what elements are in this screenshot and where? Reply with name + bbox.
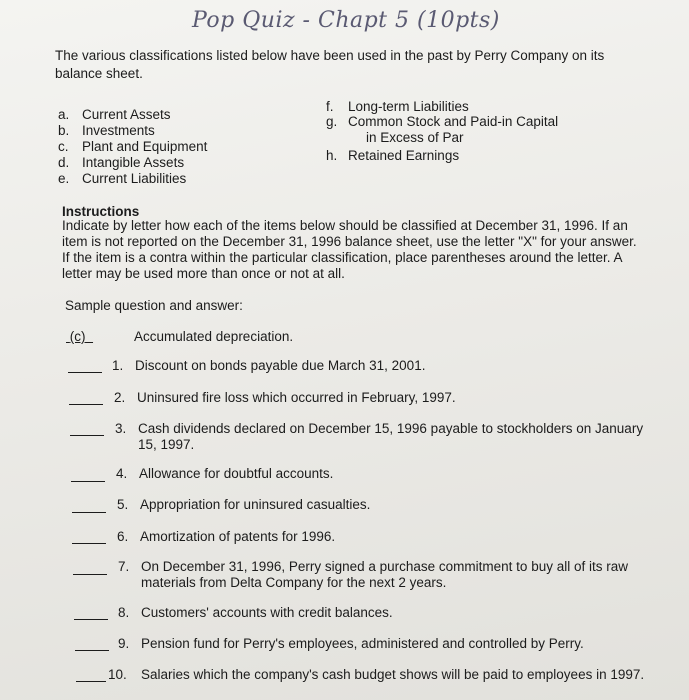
class-label-e: Current Liabilities <box>82 171 187 186</box>
class-letter-e: e. <box>58 171 70 186</box>
answer-blank-8[interactable] <box>74 619 108 620</box>
class-label-d: Intangible Assets <box>82 155 185 170</box>
instructions-line-2: item is not reported on the December 31, 1996 balance sheet, use the letter "X" for your answer. <box>62 234 637 249</box>
question-number-2: 2. <box>114 390 126 405</box>
class-label-c: Plant and Equipment <box>82 139 208 154</box>
class-letter-d: d. <box>58 155 70 170</box>
question-number-5: 5. <box>117 497 129 512</box>
intro-line-2: balance sheet. <box>55 66 143 81</box>
handwritten-title: Pop Quiz - Chapt 5 (10pts) <box>192 8 500 33</box>
class-label-b: Investments <box>82 123 155 138</box>
question-text-7: On December 31, 1996, Perry signed a purchase commitment to buy all of its raw <box>141 559 628 574</box>
question-text-3-cont: 15, 1997. <box>138 437 195 452</box>
sample-text: Accumulated depreciation. <box>134 329 294 344</box>
class-letter-h: h. <box>326 148 338 163</box>
answer-blank-3[interactable] <box>70 435 104 436</box>
class-letter-c: c. <box>58 139 69 154</box>
question-number-3: 3. <box>115 421 127 436</box>
question-text-4: Allowance for doubtful accounts. <box>139 466 334 481</box>
intro-line-1: The various classifications listed below have been used in the past by Perry Company on its <box>55 48 605 63</box>
question-text-8: Customers' accounts with credit balances. <box>141 605 393 620</box>
answer-blank-4[interactable] <box>71 481 105 482</box>
class-label-h: Retained Earnings <box>348 148 460 163</box>
question-number-8: 8. <box>118 605 130 620</box>
question-text-5: Appropriation for uninsured casualties. <box>140 497 371 512</box>
question-number-4: 4. <box>116 466 128 481</box>
answer-blank-1[interactable] <box>68 372 102 373</box>
class-letter-f: f. <box>326 99 334 114</box>
question-text-6: Amortization of patents for 1996. <box>140 529 336 544</box>
answer-blank-6[interactable] <box>72 543 106 544</box>
class-label-f: Long-term Liabilities <box>348 99 469 114</box>
question-text-10: Salaries which the company's cash budget shows will be paid to employees in 1997. <box>141 667 645 682</box>
question-number-9: 9. <box>118 636 130 651</box>
class-label-g: Common Stock and Paid-in Capital <box>348 114 559 129</box>
instructions-line-3: If the item is a contra within the particular classification, place parentheses around the letter. A <box>62 250 623 265</box>
instructions-line-1: Indicate by letter how each of the items below should be classified at December 31, 1996. If an <box>62 218 628 233</box>
class-label-a: Current Assets <box>82 107 171 122</box>
class-label-g-cont: in Excess of Par <box>366 130 464 145</box>
class-letter-a: a. <box>58 107 70 122</box>
class-letter-g: g. <box>326 114 338 129</box>
question-text-7-cont: materials from Delta Company for the next 2 years. <box>141 575 447 590</box>
question-number-6: 6. <box>117 529 129 544</box>
question-number-10: 10. <box>108 667 127 682</box>
answer-blank-9[interactable] <box>75 650 109 651</box>
question-text-2: Uninsured fire loss which occurred in February, 1997. <box>137 390 456 405</box>
instructions-heading: Instructions <box>62 204 140 219</box>
question-text-1: Discount on bonds payable due March 31, 2001. <box>135 358 426 373</box>
answer-blank-10[interactable] <box>76 681 106 682</box>
question-text-9: Pension fund for Perry's employees, administered and controlled by Perry. <box>141 636 584 651</box>
sample-answer <box>66 329 93 345</box>
question-number-7: 7. <box>118 559 130 574</box>
sample-answer-text: (c) <box>69 329 86 344</box>
class-letter-b: b. <box>58 123 70 138</box>
instructions-line-4: letter may be used more than once or not at all. <box>62 266 345 281</box>
answer-blank-2[interactable] <box>69 404 103 405</box>
sample-heading: Sample question and answer: <box>65 298 243 313</box>
answer-blank-7[interactable] <box>73 574 107 575</box>
question-text-3: Cash dividends declared on December 15, 1996 payable to stockholders on January <box>138 421 644 436</box>
question-number-1: 1. <box>112 358 124 373</box>
answer-blank-5[interactable] <box>72 512 106 513</box>
